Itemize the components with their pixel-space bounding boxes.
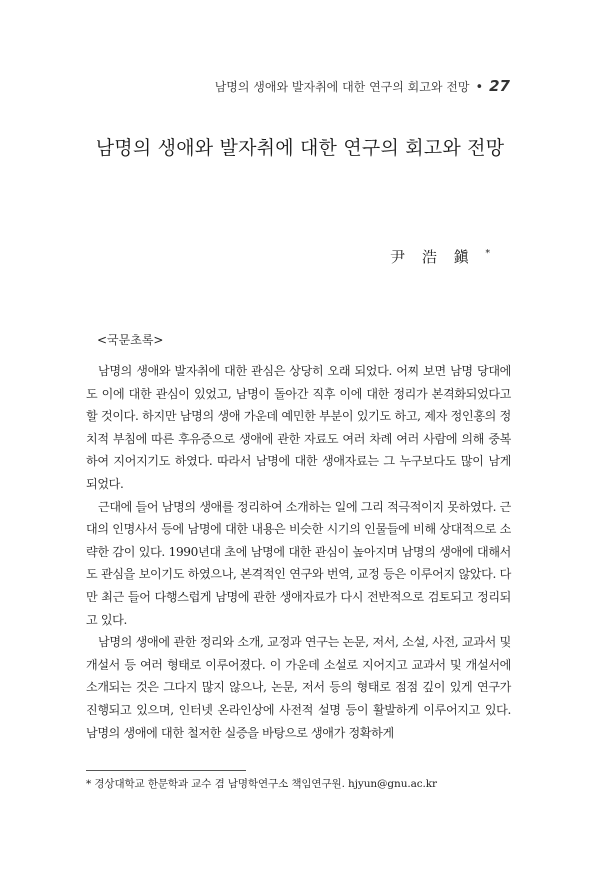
author-footnote: * 경상대학교 한문학과 교수 겸 남명학연구소 책임연구원. hjyun@gnu.ac.kr: [86, 778, 437, 790]
author-footnote-mark: *: [485, 249, 490, 259]
footnote-divider: [86, 770, 246, 771]
paragraph-3: 남명의 생애에 관한 정리와 소개, 교정과 연구는 논문, 저서, 소설, 사전, 교과서 및 개설서 등 여러 형태로 이루어졌다. 이 가운데 소설로 지어지고 교과서 및 개설서에 소개되는 것은 그다지 많지 않으나, 논문, 저서 등의 형태로 점점 깊이 있게 연구가 진행되고 있으며, 인터넷 온라인상에 사전적 설명 등이 활발하게 이루어지고 있다. 남명의 생애에 대한 철저한 실증을 바탕으로 생애가 정확하게: [86, 635, 511, 740]
author-line: [390, 246, 490, 267]
paragraph-2: 근대에 들어 남명의 생애를 정리하여 소개하는 일에 그리 적극적이지 못하였다. 근대의 인명사서 등에 남명에 대한 내용은 비슷한 시기의 인물들에 비해 상대적으로 소략한 감이 있다. 1990년대 초에 남명에 대한 관심이 높아지며 남명의 생애에 대해서도 관심을 보이기도 하였으나, 본격적인 연구와 번역, 교정 등은 이루어지 않았다. 다만 최근 들어 다행스럽게 남명에 관한 생애자료가 다시 전반적으로 검토되고 정리되고 있다.: [86, 499, 511, 627]
running-title: 남명의 생애와 발자취에 대한 연구의 회고와 전망: [214, 80, 470, 94]
running-header: [215, 77, 510, 95]
paragraph-1: 남명의 생애와 발자취에 대한 관심은 상당히 오래 되었다. 어찌 보면 남명 당대에도 이에 대한 관심이 있었고, 남명이 돌아간 직후 이에 대한 정리가 본격화되었다고 할 것이다. 하지만 남명의 생애 가운데 예민한 부분이 있기도 하고, 제자 정인홍의 정치적 부침에 따른 후유증으로 생애에 관한 자료도 여러 차례 여러 사람에 의해 중복하여 지어지기도 하였다. 따라서 남명에 대한 생애자료는 그 누구보다도 많이 남게 되었다.: [86, 364, 511, 491]
author-name: 尹 浩 鎭: [390, 248, 475, 266]
page-number: 27: [489, 77, 510, 95]
abstract-body: [86, 360, 511, 744]
header-separator: •: [475, 80, 484, 95]
abstract-label: <국문초록>: [97, 333, 164, 347]
article-title: 남명의 생애와 발자취에 대한 연구의 회고와 전망: [95, 137, 505, 159]
